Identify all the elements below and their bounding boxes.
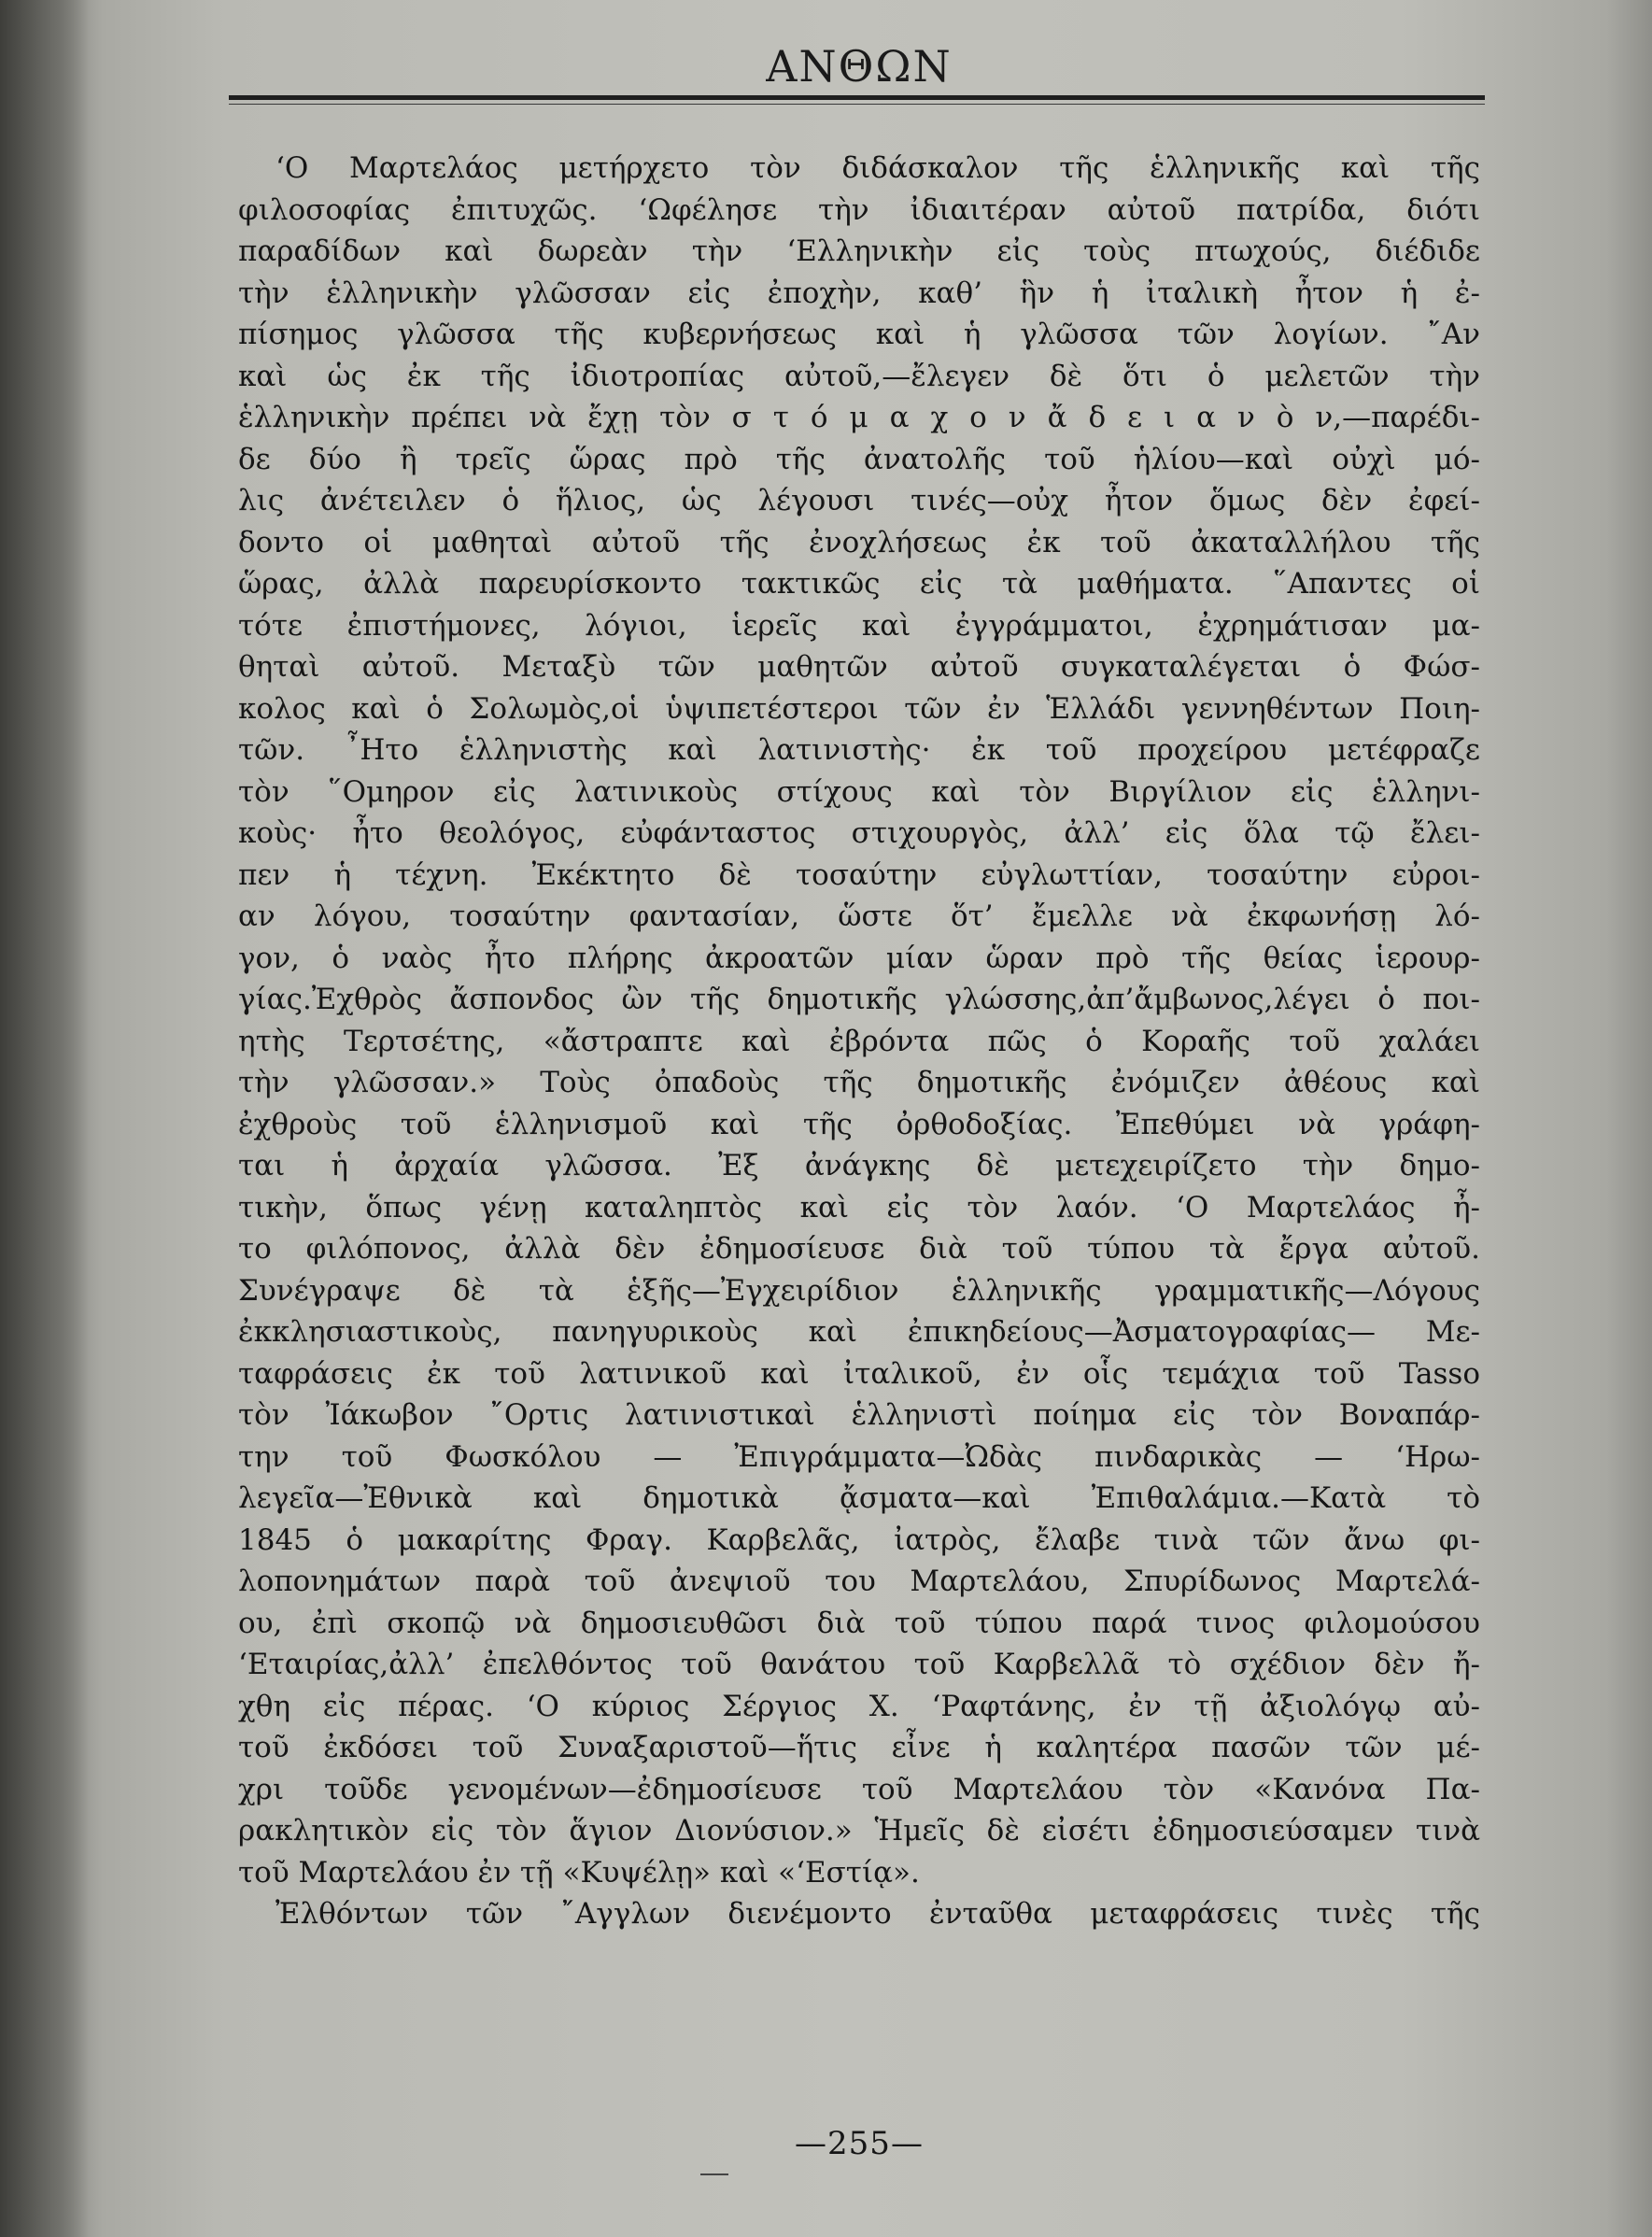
running-title: ΑΝΘΩΝ xyxy=(766,41,953,92)
text-line: κοὺς· ἦτο θεολόγος, εὐφάνταστος στιχουργὸς, ἀλλ’ εἰς ὅλα τῷ ἔλει- xyxy=(238,816,1480,850)
text-line: Ἐλθόντων τῶν ῎Αγγλων διενέμοντο ἐνταῦθα μεταφράσεις τινὲς τῆς xyxy=(275,1897,1480,1931)
text-line: Συνέγραψε δὲ τὰ ἑξῆς—Ἐγχειρίδιον ἑλληνικῆς γραμματικῆς—Λόγους xyxy=(238,1273,1480,1308)
text-line: 1845 ὁ μακαρίτης Φραγ. Καρβελᾶς, ἰατρὸς, ἔλαβε τινὰ τῶν ἄνω φι- xyxy=(238,1522,1480,1557)
text-line: δοντο οἱ μαθηταὶ αὐτοῦ τῆς ἐνοχλήσεως ἐκ τοῦ ἀκαταλλήλου τῆς xyxy=(238,525,1480,559)
text-line: τοῦ Μαρτελάου ἐν τῇ «Κυψέλῃ» καὶ «‘Εστίᾳ». xyxy=(238,1855,920,1890)
text-line: ἐκκλησιαστικοὺς, πανηγυρικοὺς καὶ ἐπικηδείους—Ἀσματογραφίας— Με- xyxy=(238,1315,1480,1349)
text-line: καὶ ὡς ἐκ τῆς ἰδιοτροπίας αὐτοῦ,—ἔλεγεν δὲ ὅτι ὁ μελετῶν τὴν xyxy=(238,359,1480,393)
text-line: τὴν ἑλληνικὴν γλῶσσαν εἰς ἐποχὴν, καθ’ ἣν ἡ ἰταλικὴ ἦτον ἡ ἐ- xyxy=(238,276,1480,310)
text-line: ὥρας, ἀλλὰ παρευρίσκοντο τακτικῶς εἰς τὰ μαθήματα. ῞Απαντες οἱ xyxy=(238,567,1480,601)
page-number: —255— xyxy=(795,2125,924,2162)
body-text xyxy=(238,148,1480,1935)
text-line: ρακλητικὸν εἰς τὸν ἅγιον Διονύσιον.» Ἡμεῖς δὲ εἰσέτι ἐδημοσιεύσαμεν τινὰ xyxy=(238,1814,1480,1848)
text-line: τὴν γλῶσσαν.» Τοὺς ὀπαδοὺς τῆς δημοτικῆς ἐνόμιζεν ἀθέους καὶ xyxy=(238,1066,1480,1099)
header-rule-thin xyxy=(229,104,1485,105)
text-line: δε δύο ἢ τρεῖς ὥρας πρὸ τῆς ἀνατολῆς τοῦ ἡλίου—καὶ οὐχὶ μό- xyxy=(238,442,1480,476)
text-line: ‘Εταιρίας,ἀλλ’ ἐπελθόντος τοῦ θανάτου τοῦ Καρβελλᾶ τὸ σχέδιον δὲν ἤ- xyxy=(238,1648,1480,1681)
binding-shadow xyxy=(0,0,89,2237)
text-line: ἐχθροὺς τοῦ ἑλληνισμοῦ καὶ τῆς ὀρθοδοξίας. Ἐπεθύμει νὰ γράφη- xyxy=(238,1107,1480,1141)
text-line: τῶν. ῏Ητο ἑλληνιστὴς καὶ λατινιστὴς· ἐκ τοῦ προχείρου μετέφραζε xyxy=(238,733,1480,767)
text-line: ται ἡ ἀρχαία γλῶσσα. Ἐξ ἀνάγκης δὲ μετεχειρίζετο τὴν δημο- xyxy=(238,1149,1480,1182)
text-line: κολος καὶ ὁ Σολωμὸς,οἱ ὑψιπετέστεροι τῶν ἐν Ἑλλάδι γεννηθέντων Ποιη- xyxy=(238,691,1480,726)
text-line: την τοῦ Φωσκόλου — Ἐπιγράμματα—Ὠδὰς πινδαρικὰς — ‘Ηρω- xyxy=(238,1439,1480,1474)
book-page xyxy=(238,37,1480,2204)
text-line: χθη εἰς πέρας. ‘Ο κύριος Σέργιος Χ. ‘Ραφτάνης, ἐν τῇ ἀξιολόγῳ αὐ- xyxy=(238,1689,1480,1723)
text-line: ἑλληνικὴν πρέπει νὰ ἔχῃ τὸν σ τ ό μ α χ ο ν ἄ δ ε ι α ν ὸ ν,—παρέδι- xyxy=(238,401,1480,434)
text-line: χρι τοῦδε γενομένων—ἐδημοσίευσε τοῦ Μαρτελάου τὸν «Κανόνα Πα- xyxy=(238,1772,1480,1806)
text-line: τότε ἐπιστήμονες, λόγιοι, ἱερεῖς καὶ ἐγγράμματοι, ἐχρημάτισαν μα- xyxy=(238,608,1480,643)
text-line: πίσημος γλῶσσα τῆς κυβερνήσεως καὶ ἡ γλῶσσα τῶν λογίων. ῎Αν xyxy=(238,318,1480,351)
header-rule xyxy=(229,95,1485,100)
text-line: ταφράσεις ἐκ τοῦ λατινικοῦ καὶ ἰταλικοῦ, ἐν οἷς τεμάχια τοῦ Tasso xyxy=(238,1356,1480,1391)
text-line: τὸν ῞Ομηρον εἰς λατινικοὺς στίχους καὶ τὸν Βιργίλιον εἰς ἑλληνι- xyxy=(238,774,1480,809)
text-line: ου, ἐπὶ σκοπῷ νὰ δημοσιευθῶσι διὰ τοῦ τύπου παρά τινος φιλομούσου xyxy=(238,1606,1480,1640)
text-line: ητὴς Τερτσέτης, «ἄστραπτε καὶ ἐβρόντα πῶς ὁ Κοραῆς τοῦ χαλάει xyxy=(238,1024,1480,1058)
text-line: πεν ἡ τέχνη. Ἐκέκτητο δὲ τοσαύτην εὐγλωττίαν, τοσαύτην εὐροι- xyxy=(238,857,1480,892)
text-line: θηταὶ αὐτοῦ. Μεταξὺ τῶν μαθητῶν αὐτοῦ συγκαταλέγεται ὁ Φώσ- xyxy=(238,650,1480,684)
text-line: τοῦ ἐκδόσει τοῦ Συναξαριστοῦ—ἥτις εἶνε ἡ καλητέρα πασῶν τῶν μέ- xyxy=(238,1731,1480,1764)
text-line: φιλοσοφίας ἐπιτυχῶς. ‘Ωφέλησε τὴν ἰδιαιτέραν αὐτοῦ πατρίδα, διότι xyxy=(238,192,1480,227)
footer-mark xyxy=(700,2173,728,2175)
text-line: γίας.Ἐχθρὸς ἄσπονδος ὢν τῆς δημοτικῆς γλώσσης,ἀπ’ἄμβωνος,λέγει ὁ ποι- xyxy=(238,983,1480,1016)
text-line: παραδίδων καὶ δωρεὰν τὴν ‘Ελληνικὴν εἰς τοὺς πτωχούς, διέδιδε xyxy=(238,234,1480,268)
text-line: λεγεῖα—Ἐθνικὰ καὶ δημοτικὰ ᾄσματα—καὶ Ἐπιθαλάμια.—Κατὰ τὸ xyxy=(238,1481,1480,1515)
text-line: λις ἀνέτειλεν ὁ ἥλιος, ὡς λέγουσι τινές—οὐχ ἦτον ὅμως δὲν ἐφεί- xyxy=(238,484,1480,517)
text-line: γον, ὁ ναὸς ἦτο πλήρης ἀκροατῶν μίαν ὥραν πρὸ τῆς θείας ἱερουρ- xyxy=(238,941,1480,975)
text-line: λοπονημάτων παρὰ τοῦ ἀνεψιοῦ του Μαρτελάου, Σπυρίδωνος Μαρτελά- xyxy=(238,1564,1480,1598)
text-line: το φιλόπονος, ἀλλὰ δὲν ἐδημοσίευσε διὰ τοῦ τύπου τὰ ἔργα αὐτοῦ. xyxy=(238,1232,1480,1266)
text-line: τὸν Ἰάκωβον ῎Ορτις λατινιστικαὶ ἑλληνιστὶ ποίημα εἰς τὸν Βοναπάρ- xyxy=(238,1398,1480,1432)
text-line: αν λόγου, τοσαύτην φαντασίαν, ὥστε ὅτ’ ἔμελλε νὰ ἐκφωνήσῃ λό- xyxy=(238,899,1480,933)
text-line: ‘Ο Μαρτελάος μετήρχετο τὸν διδάσκαλον τῆς ἑλληνικῆς καὶ τῆς xyxy=(275,151,1480,185)
text-line: τικὴν, ὅπως γένῃ καταληπτὸς καὶ εἰς τὸν λαόν. ‘Ο Μαρτελάος ἦ- xyxy=(238,1190,1480,1225)
